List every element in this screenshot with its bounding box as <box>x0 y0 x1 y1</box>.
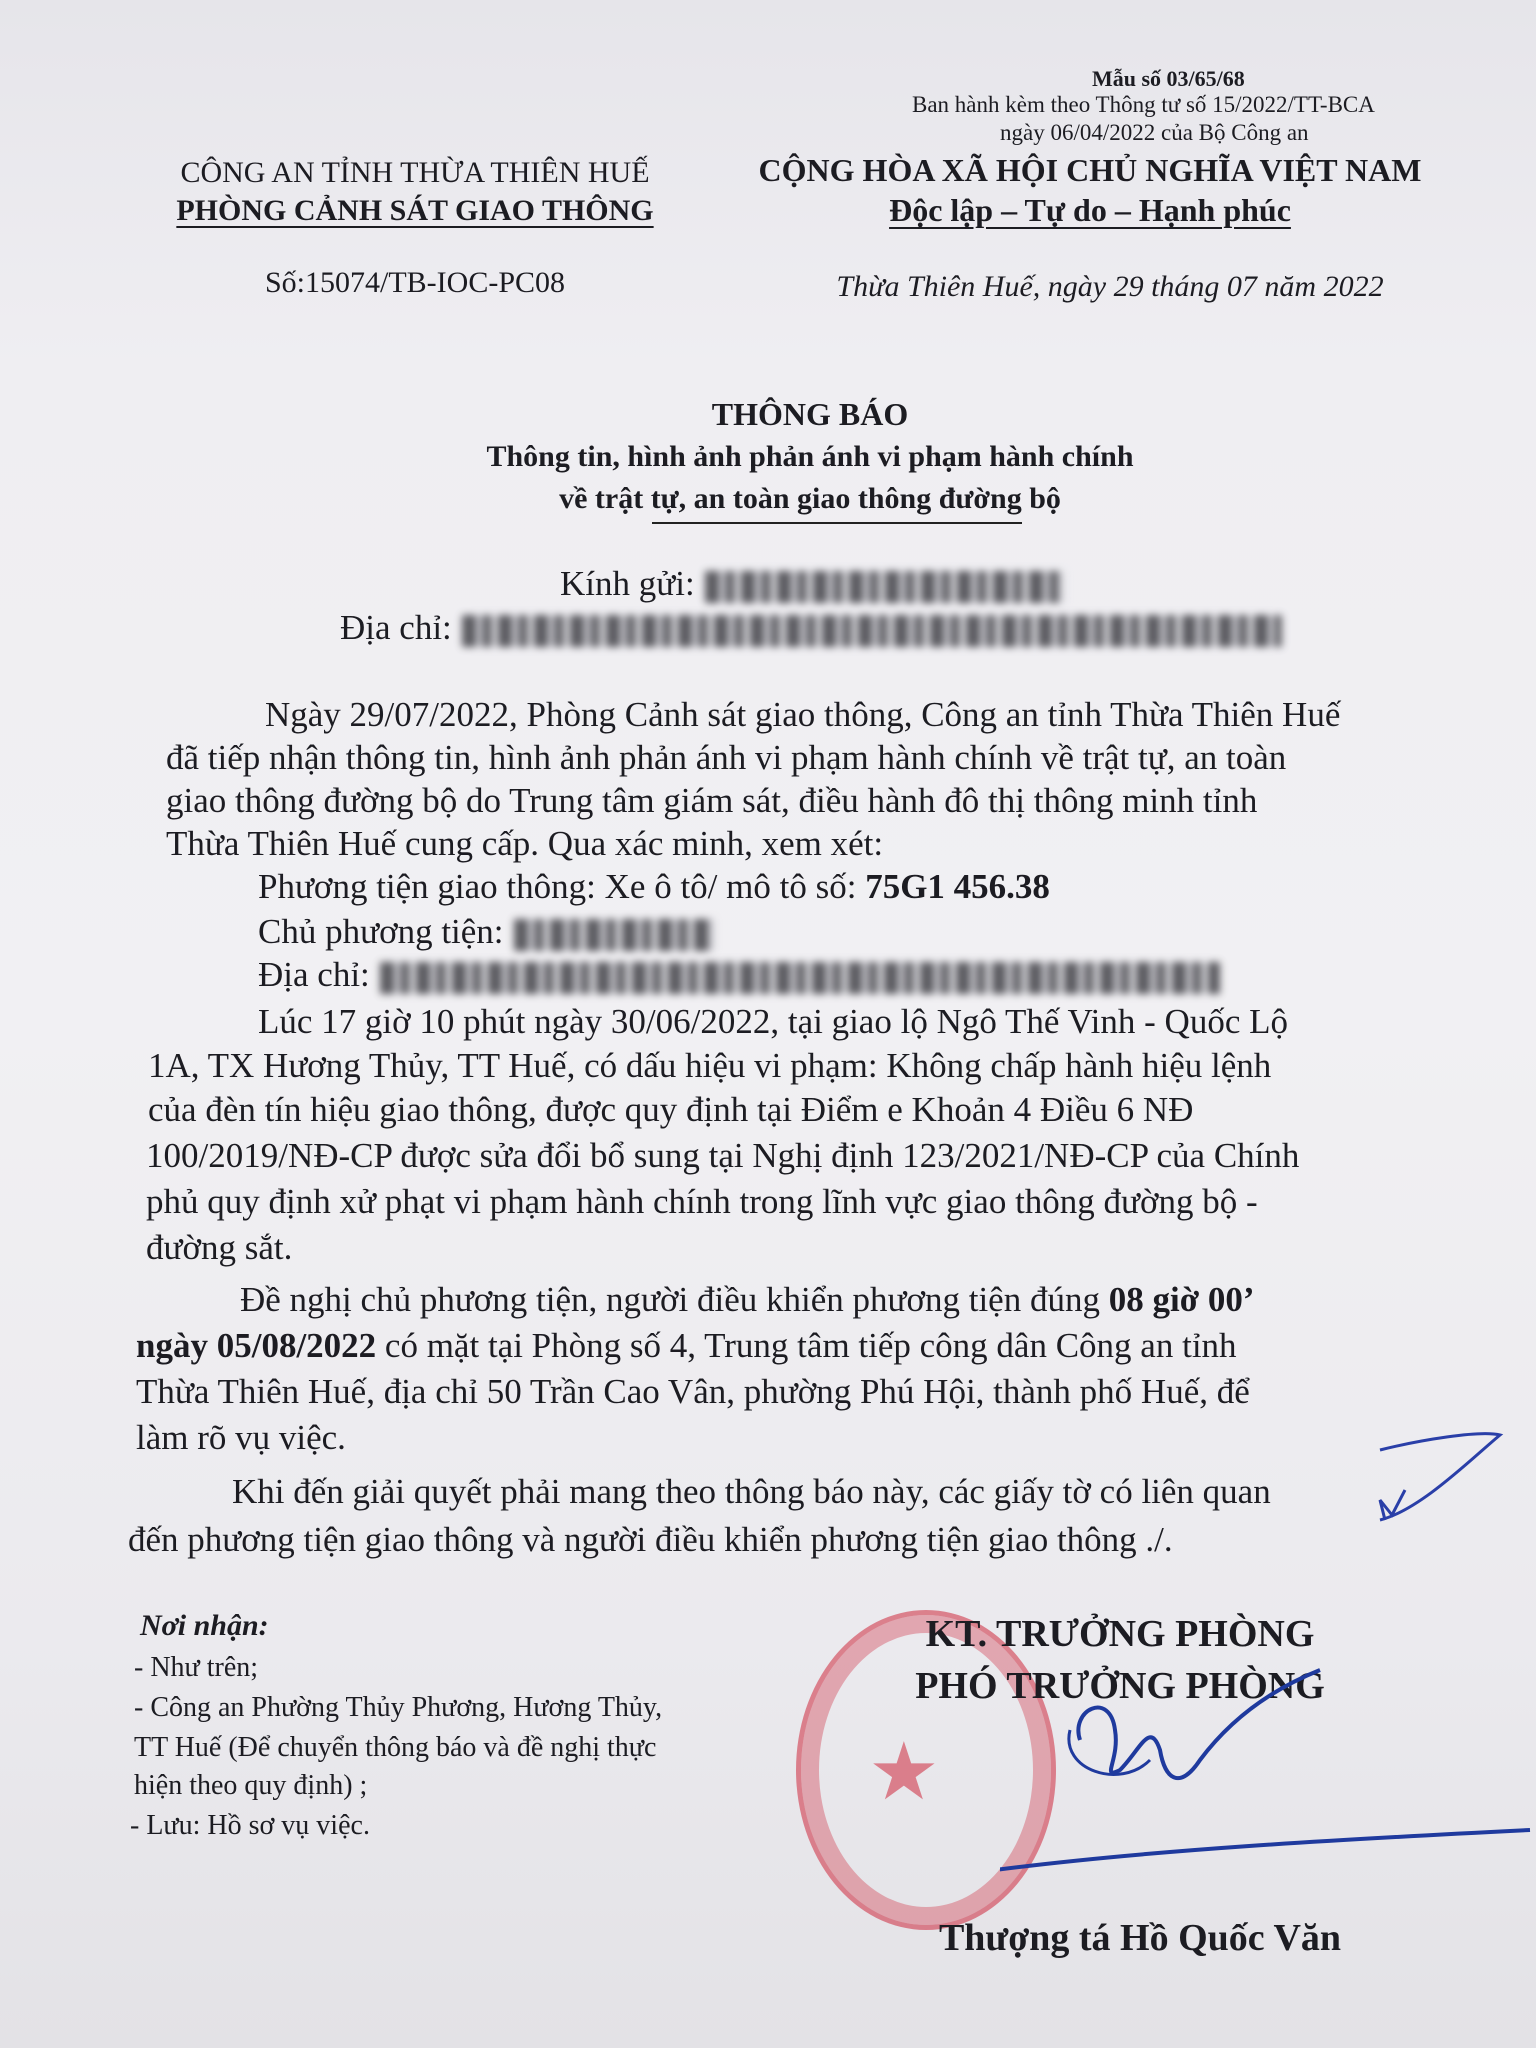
recipient-2b: TT Huế (Để chuyển thông báo và đề nghị thực <box>134 1732 657 1763</box>
agency-name: PHÒNG CẢNH SÁT GIAO THÔNG <box>176 194 654 227</box>
p4-line1: Khi đến giải quyết phải mang theo thông báo này, các giấy tờ có liên quan <box>232 1472 1271 1511</box>
p2-line2: 1A, TX Hương Thủy, TT Huế, có dấu hiệu vi phạm: Không chấp hành hiệu lệnh <box>148 1046 1272 1085</box>
signature-title-2: PHÓ TRƯỞNG PHÒNG <box>915 1665 1325 1707</box>
p4-line2: đến phương tiện giao thông và người điều khiển phương tiện giao thông ./. <box>128 1520 1173 1559</box>
agency-line1: CÔNG AN TỈNH THỪA THIÊN HUẾ <box>180 156 650 189</box>
signer-name: Thượng tá Hồ Quốc Văn <box>938 1917 1342 1959</box>
p1-line3: giao thông đường bộ do Trung tâm giám sát, điều hành đô thị thông minh tỉnh <box>166 781 1258 820</box>
addressee-address <box>340 608 1282 648</box>
doc-subtitle-2: về trật tự, an toàn giao thông đường bộ <box>559 482 1061 515</box>
p3-line2 <box>136 1326 1237 1366</box>
address-label: Địa chỉ: <box>340 608 452 647</box>
owner-address-label: Địa chỉ: <box>258 955 370 994</box>
nation-line2 <box>720 192 1460 229</box>
agency-line2 <box>120 194 710 228</box>
form-code: Mẫu số 03/65/68 <box>1092 66 1245 91</box>
p3-line4: làm rõ vụ việc. <box>136 1418 346 1457</box>
form-issued-with: Ban hành kèm theo Thông tư số 15/2022/TT-BCA <box>912 92 1375 117</box>
doc-title: THÔNG BÁO <box>711 396 909 432</box>
p3-line2-text: có mặt tại Phòng số 4, Trung tâm tiếp công dân Công an tỉnh <box>384 1326 1237 1365</box>
to-label: Kính gửi: <box>560 564 695 603</box>
p3-date: ngày 05/08/2022 <box>136 1326 377 1365</box>
doc-number: Số:15074/TB-IOC-PC08 <box>264 266 566 299</box>
signature-title-1: KT. TRƯỞNG PHÒNG <box>925 1613 1315 1655</box>
title-underline <box>652 522 1022 524</box>
p2-line1: Lúc 17 giờ 10 phút ngày 30/06/2022, tại giao lộ Ngô Thế Vinh - Quốc Lộ <box>258 1002 1288 1041</box>
p2-line5: phủ quy định xử phạt vi phạm hành chính trong lĩnh vực giao thông đường bộ - <box>146 1182 1258 1221</box>
nation-motto: Độc lập – Tự do – Hạnh phúc <box>889 192 1291 228</box>
handwritten-signature <box>1000 1430 1536 1890</box>
doc-subtitle-1: Thông tin, hình ảnh phản ánh vi phạm hành chính <box>486 440 1134 473</box>
p2-line3: của đèn tín hiệu giao thông, được quy định tại Điểm e Khoản 4 Điều 6 NĐ <box>148 1090 1194 1129</box>
owner-address-line <box>258 955 1220 995</box>
p3-line3: Thừa Thiên Huế, địa chỉ 50 Trần Cao Vân, phường Phú Hội, thành phố Huế, để <box>136 1372 1250 1411</box>
p3-time: 08 giờ 00’ <box>1108 1280 1255 1319</box>
p1-line2: đã tiếp nhận thông tin, hình ảnh phản ánh vi phạm hành chính về trật tự, an toàn <box>166 738 1287 777</box>
redacted-name <box>705 571 1065 603</box>
owner-line <box>258 912 714 952</box>
recipient-3: - Lưu: Hồ sơ vụ việc. <box>130 1810 370 1841</box>
seal-star-icon: ★ <box>868 1729 940 1817</box>
addressee-to <box>560 564 1065 604</box>
redacted-address <box>462 615 1282 647</box>
p3-line1-text: Đề nghị chủ phương tiện, người điều khiển phương tiện đúng <box>240 1280 1100 1319</box>
p3-line1 <box>240 1280 1254 1320</box>
recipient-2a: - Công an Phường Thủy Phương, Hương Thủy, <box>134 1692 663 1723</box>
redacted-owner-address <box>380 962 1220 994</box>
place-date: Thừa Thiên Huế, ngày 29 tháng 07 năm 2022 <box>836 270 1384 303</box>
p1-line4: Thừa Thiên Huế cung cấp. Qua xác minh, xem xét: <box>166 824 884 863</box>
vehicle-plate: 75G1 456.38 <box>865 867 1050 906</box>
vehicle-label: Phương tiện giao thông: Xe ô tô/ mô tô số: <box>258 867 857 906</box>
redacted-owner <box>514 919 714 951</box>
p2-line4: 100/2019/NĐ-CP được sửa đổi bổ sung tại Nghị định 123/2021/NĐ-CP của Chính <box>146 1136 1300 1175</box>
p2-line6: đường sắt. <box>146 1228 293 1267</box>
p1-line1: Ngày 29/07/2022, Phòng Cảnh sát giao thông, Công an tỉnh Thừa Thiên Huế <box>265 695 1341 734</box>
recipients-title: Nơi nhận: <box>140 1609 269 1642</box>
nation-line1: CỘNG HÒA XÃ HỘI CHỦ NGHĨA VIỆT NAM <box>758 152 1422 188</box>
form-issued-date: ngày 06/04/2022 của Bộ Công an <box>1000 120 1309 145</box>
owner-label: Chủ phương tiện: <box>258 912 504 951</box>
vehicle-line <box>258 867 1050 907</box>
recipient-1: - Như trên; <box>134 1652 259 1683</box>
recipient-2c: hiện theo quy định) ; <box>134 1770 368 1801</box>
